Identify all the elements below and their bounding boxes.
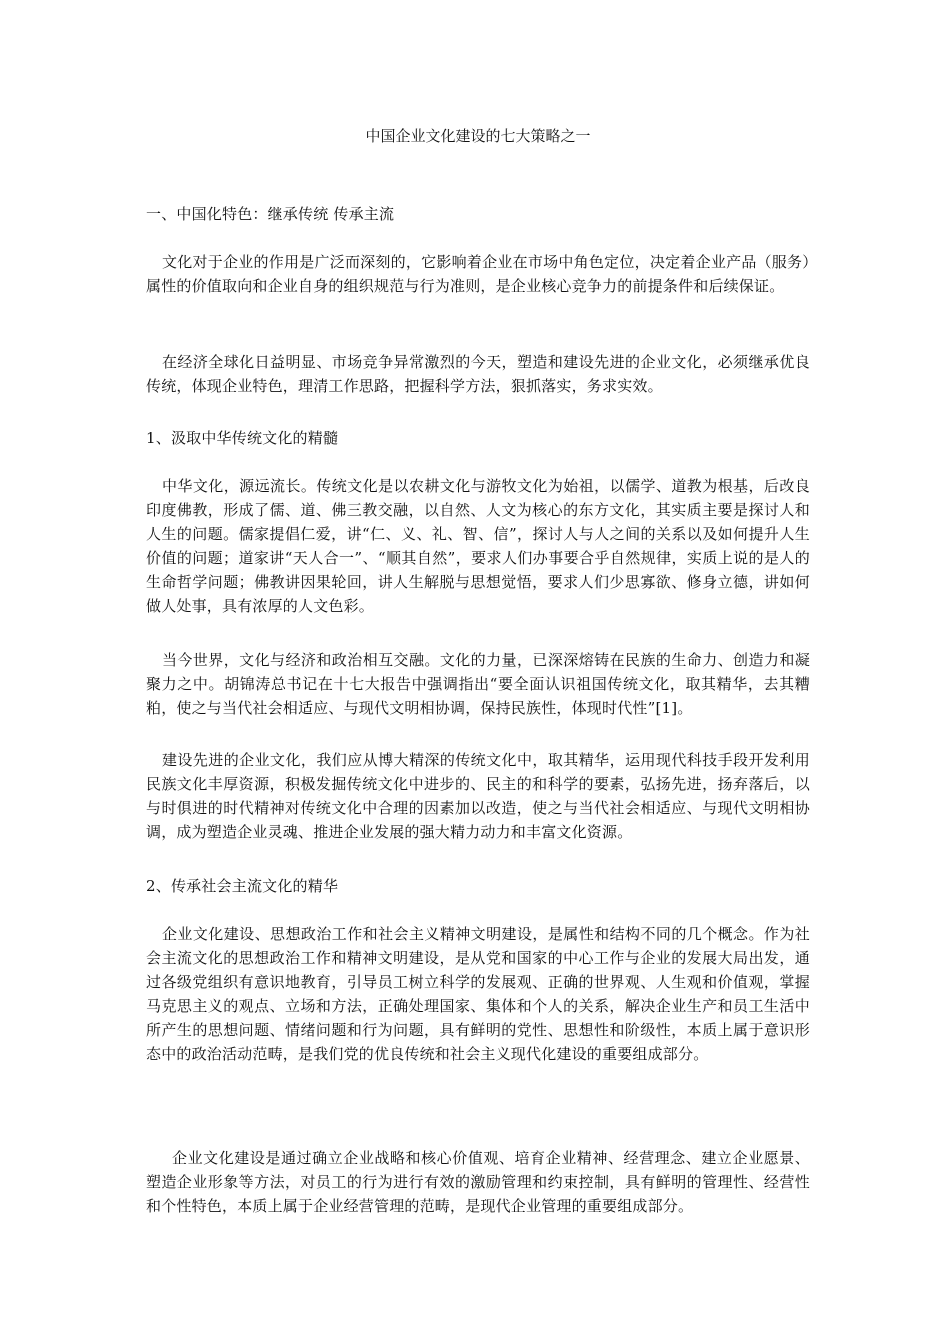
paragraph-7: 企业文化建设是通过确立企业战略和核心价值观、培育企业精神、经营理念、建立企业愿景、塑造企业形象等方法，对员工的行为进行有效的激励管理和约束控制，具有鲜明的管理性、经营性和个性特色，本质上属于企业经营管理的范畴，是现代企业管理的重要组成部分。 bbox=[146, 1149, 810, 1215]
paragraph-1: 文化对于企业的作用是广泛而深刻的，它影响着企业在市场中角色定位，决定着企业产品（服务）属性的价值取向和企业自身的组织规范与行为准则，是企业核心竞争力的前提条件和后续保证。 bbox=[146, 253, 810, 295]
subsection-heading-2: 2、传承社会主流文化的精华 bbox=[146, 877, 339, 895]
paragraph-6: 企业文化建设、思想政治工作和社会主义精神文明建设，是属性和结构不同的几个概念。作为社会主流文化的思想政治工作和精神文明建设，是从党和国家的中心工作与企业的发展大局出发，通过各级党组织有意识地教育，引导员工树立科学的发展观、正确的世界观、人生观和价值观，掌握马克思主义的观点、立场和方法，正确处理国家、集体和个人的关系，解决企业生产和员工生活中所产生的思想问题、情绪问题和行为问题，具有鲜明的党性、思想性和阶级性，本质上属于意识形态中的政治活动范畴，是我们党的优良传统和社会主义现代化建设的重要组成部分。 bbox=[146, 925, 810, 1063]
paragraph-2: 在经济全球化日益明显、市场竞争异常激烈的今天，塑造和建设先进的企业文化，必须继承优良传统，体现企业特色，理清工作思路，把握科学方法，狠抓落实，务求实效。 bbox=[146, 353, 810, 395]
paragraph-5: 建设先进的企业文化，我们应从博大精深的传统文化中，取其精华，运用现代科技手段开发利用民族文化丰厚资源，积极发掘传统文化中进步的、民主的和科学的要素，弘扬先进，扬弃落后，以与时俱进的时代精神对传统文化中合理的因素加以改造，使之与当代社会相适应、与现代文明相协调，成为塑造企业灵魂、推进企业发展的强大精力动力和丰富文化资源。 bbox=[146, 751, 810, 841]
document-title: 中国企业文化建设的七大策略之一 bbox=[365, 127, 591, 145]
paragraph-3: 中华文化，源远流长。传统文化是以农耕文化与游牧文化为始祖，以儒学、道教为根基，后改良印度佛教，形成了儒、道、佛三教交融，以自然、人文为核心的东方文化，其实质主要是探讨人和人生的问题。儒家提倡仁爱，讲“仁、义、礼、智、信”，探讨人与人之间的关系以及如何提升人生价值的问题；道家讲“天人合一”、“顺其自然”，要求人们办事要合乎自然规律，实质上说的是人的生命哲学问题；佛教讲因果轮回，讲人生解脱与思想觉悟，要求人们少思寡欲、修身立德，讲如何做人处事，具有浓厚的人文色彩。 bbox=[146, 477, 810, 615]
paragraph-4: 当今世界，文化与经济和政治相互交融。文化的力量，已深深熔铸在民族的生命力、创造力和凝聚力之中。胡锦涛总书记在十七大报告中强调指出“要全面认识祖国传统文化，取其精华，去其糟粕，使之与当代社会相适应、与现代文明相协调，保持民族性，体现时代性”[1]。 bbox=[146, 651, 810, 717]
subsection-heading-1: 1、汲取中华传统文化的精髓 bbox=[146, 429, 339, 447]
section-heading-1: 一、中国化特色：继承传统 传承主流 bbox=[146, 205, 395, 223]
